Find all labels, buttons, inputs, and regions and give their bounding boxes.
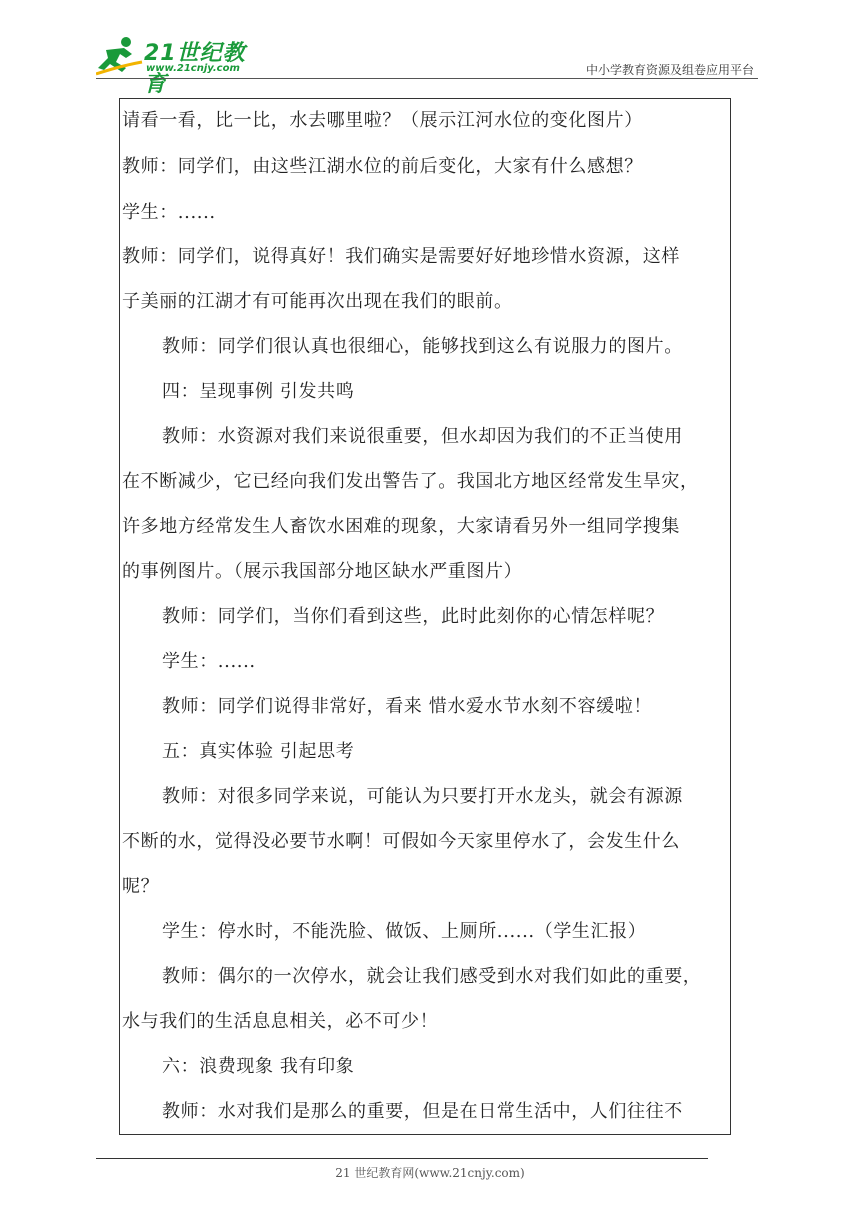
- text-line: 在不断减少，它已经向我们发出警告了。我国北方地区经常发生旱灾，: [122, 471, 699, 492]
- header-divider: [96, 78, 758, 79]
- text-line: 呢？: [122, 876, 160, 897]
- text-line: 子美丽的江湖才有可能再次出现在我们的眼前。: [122, 291, 513, 312]
- text-line: 教师：同学们很认真也很细心，能够找到这么有说服力的图片。: [162, 336, 683, 357]
- text-line: 教师：偶尔的一次停水，就会让我们感受到水对我们如此的重要，: [162, 966, 702, 987]
- text-line: 不断的水，觉得没必要节水啊！可假如今天家里停水了，会发生什么: [122, 831, 680, 852]
- site-logo[interactable]: [96, 36, 266, 97]
- footer-divider: [96, 1158, 708, 1159]
- logo-text: 21世纪教育: [144, 41, 246, 97]
- text-line: 教师：同学们，当你们看到这些，此时此刻你的心情怎样呢？: [162, 606, 665, 627]
- page-header: [96, 30, 758, 97]
- runner-logo-icon: [96, 36, 144, 76]
- text-line: 教师：同学们说得非常好，看来 惜水爱水节水刻不容缓啦！: [162, 696, 652, 717]
- page-footer[interactable]: 21 世纪教育网(www.21cnjy.com): [335, 1166, 525, 1180]
- text-line: 学生：......: [122, 202, 216, 223]
- text-line: 教师：同学们，说得真好！我们确实是需要好好地珍惜水资源，这样: [122, 246, 680, 267]
- text-line: 教师：水对我们是那么的重要，但是在日常生活中，人们往往不: [162, 1101, 683, 1122]
- text-line: 学生：停水时，不能洗脸、做饭、上厕所......（学生汇报）: [162, 921, 647, 942]
- section-heading: 六：浪费现象 我有印象: [162, 1056, 355, 1077]
- section-heading: 四：呈现事例 引发共鸣: [162, 381, 355, 402]
- text-line: 学生：......: [162, 651, 256, 672]
- text-line: 请看一看，比一比，水去哪里啦？（展示江河水位的变化图片）: [122, 110, 643, 131]
- section-heading: 五：真实体验 引起思考: [162, 741, 355, 762]
- text-line: 的事例图片。（展示我国部分地区缺水严重图片）: [122, 561, 523, 582]
- text-line: 许多地方经常发生人畜饮水困难的现象，大家请看另外一组同学搜集: [122, 516, 680, 537]
- logo-url: www.21cnjy.com: [146, 63, 240, 74]
- text-line: 水与我们的生活息息相关，必不可少！: [122, 1011, 439, 1032]
- text-line: 教师：水资源对我们来说很重要，但水却因为我们的不正当使用: [162, 426, 683, 447]
- header-slogan: 中小学教育资源及组卷应用平台: [585, 63, 754, 77]
- text-line: 教师：对很多同学来说，可能认为只要打开水龙头，就会有源源: [162, 786, 683, 807]
- text-line: 教师：同学们，由这些江湖水位的前后变化，大家有什么感想？: [122, 156, 643, 177]
